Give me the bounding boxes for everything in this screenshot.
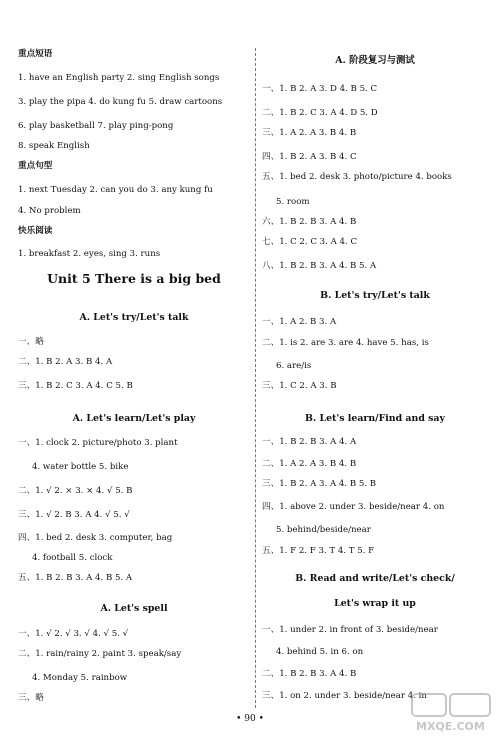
answer-line: 1. have an English party 2. sing English songs — [18, 73, 220, 83]
answer-line: 三、1. B 2. A 3. A 4. B 5. B — [262, 479, 377, 489]
answer-line: 一、1. under 2. in front of 3. beside/near — [262, 625, 438, 635]
answer-line: 二、1. √ 2. × 3. × 4. √ 5. B — [18, 486, 133, 496]
answer-line: 三、1. C 2. A 3. B — [262, 381, 337, 391]
svg-text:MXQE.COM: MXQE.COM — [416, 720, 485, 733]
answer-line: 五、1. bed 2. desk 3. photo/picture 4. books — [262, 172, 452, 182]
answer-line: 5. behind/beside/near — [276, 525, 371, 535]
answer-line: 5. room — [276, 197, 310, 207]
section-title: A. Let's spell — [100, 603, 168, 614]
answer-line: 1. breakfast 2. eyes, sing 3. runs — [18, 249, 161, 259]
answer-line: 二、1. B 2. B 3. A 4. B — [262, 669, 357, 679]
answer-line: 一、1. B 2. A 3. D 4. B 5. C — [262, 84, 378, 94]
section-title: B. Let's try/Let's talk — [320, 290, 430, 301]
answer-line: 二、1. is 2. are 3. are 4. have 5. has, is — [262, 338, 429, 348]
section-title: B. Read and write/Let's check/ — [295, 573, 455, 584]
answer-line: 4. behind 5. in 6. on — [276, 647, 364, 657]
answer-line: 一、略 — [18, 337, 44, 347]
answer-line: 一、1. √ 2. √ 3. √ 4. √ 5. √ — [18, 629, 129, 639]
answer-line: 三、略 — [18, 693, 44, 703]
unit-title: Unit 5 There is a big bed — [47, 271, 221, 286]
section-title: B. Let's learn/Find and say — [305, 413, 445, 424]
answer-line: 五、1. B 2. B 3. A 4. B 5. A — [18, 573, 133, 583]
answer-line: 三、1. A 2. A 3. B 4. B — [262, 128, 357, 138]
answer-line: 二、1. A 2. A 3. B 4. B — [262, 459, 357, 469]
answer-line: 6. are/is — [276, 361, 312, 371]
answer-line: 二、1. rain/rainy 2. paint 3. speak/say — [18, 649, 182, 659]
answer-line: 8. speak English — [18, 141, 90, 151]
answer-line: 六、1. B 2. B 3. A 4. B — [262, 217, 357, 227]
section-title: A. Let's learn/Let's play — [72, 413, 196, 424]
answer-line: 四、1. bed 2. desk 3. computer, bag — [18, 533, 173, 543]
answer-line: 七、1. C 2. C 3. A 4. C — [262, 237, 358, 247]
section-title: A. 阶段复习与测试 — [335, 55, 415, 66]
answer-line: 1. next Tuesday 2. can you do 3. any kung fu — [18, 185, 213, 195]
answer-line: 四、1. above 2. under 3. beside/near 4. on — [262, 502, 445, 512]
answer-line: 6. play basketball 7. play ping-pong — [18, 121, 174, 131]
section-title: Let's wrap it up — [334, 598, 416, 609]
answer-line: 五、1. F 2. F 3. T 4. T 5. F — [262, 546, 375, 556]
answer-line: 二、1. B 2. C 3. A 4. D 5. D — [262, 108, 378, 118]
answer-line: 4. water bottle 5. bike — [32, 462, 129, 472]
page-number: • 90 • — [236, 714, 264, 724]
answer-line: 一、1. clock 2. picture/photo 3. plant — [18, 438, 178, 448]
answer-line: 一、1. A 2. B 3. A — [262, 317, 337, 327]
answer-line: 二、1. B 2. A 3. B 4. A — [18, 357, 113, 367]
watermark-logo — [410, 690, 496, 736]
section-title: A. Let's try/Let's talk — [79, 312, 189, 323]
column-divider — [255, 48, 256, 708]
answer-line: 三、1. on 2. under 3. beside/near 4. in — [262, 691, 427, 701]
answer-line: 3. play the pipa 4. do kung fu 5. draw cartoons — [18, 97, 223, 107]
answer-line: 三、1. B 2. C 3. A 4. C 5. B — [18, 381, 133, 391]
section-heading: 重点句型 — [18, 161, 53, 171]
answer-line: 三、1. √ 2. B 3. A 4. √ 5. √ — [18, 510, 130, 520]
answer-line: 四、1. B 2. A 3. B 4. C — [262, 152, 357, 162]
section-heading: 重点短语 — [18, 49, 53, 59]
answer-line: 八、1. B 2. B 3. A 4. B 5. A — [262, 261, 377, 271]
section-heading: 快乐阅读 — [18, 226, 53, 236]
answer-line: 一、1. B 2. B 3. A 4. A — [262, 437, 357, 447]
answer-line: 4. No problem — [18, 206, 81, 216]
answer-line: 4. Monday 5. rainbow — [32, 673, 128, 683]
answer-line: 4. football 5. clock — [32, 553, 113, 563]
